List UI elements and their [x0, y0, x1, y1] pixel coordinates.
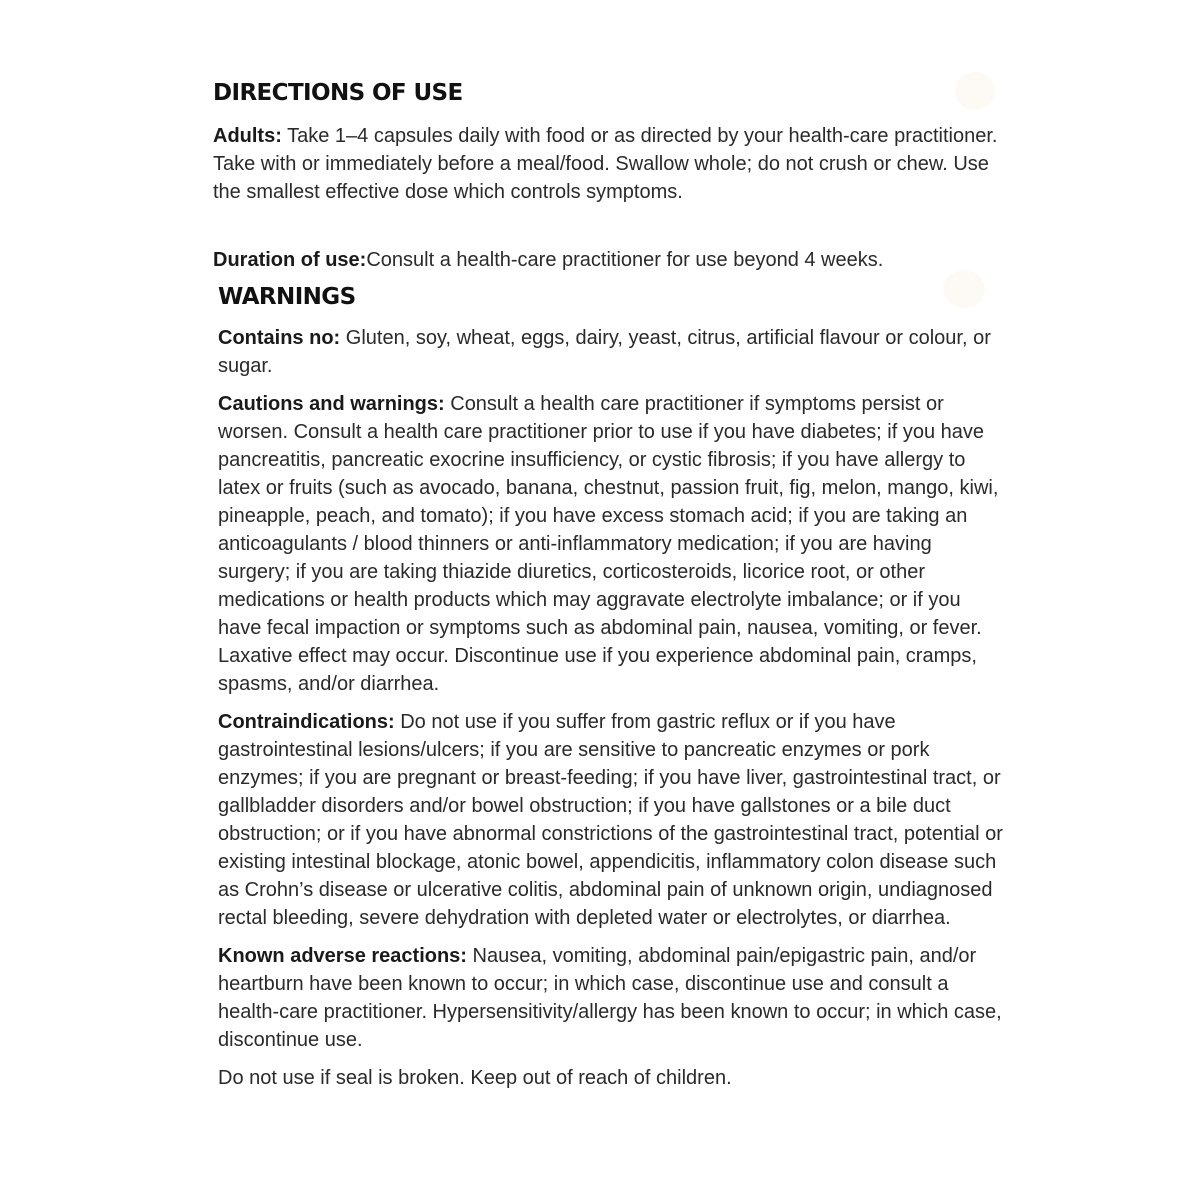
adverse-reactions-paragraph	[218, 942, 1008, 1054]
adverse-reactions-label: Known adverse reactions:	[218, 945, 467, 967]
contraindications-paragraph	[218, 708, 1008, 932]
contains-paragraph	[218, 324, 1008, 380]
duration-paragraph	[213, 246, 1013, 274]
duration-label: Duration of use:	[213, 249, 367, 271]
seal-warning: Do not use if seal is broken. Keep out of reach of children.	[218, 1067, 732, 1089]
warnings-heading: WARNINGS	[218, 284, 356, 310]
cautions-text: Consult a health care practitioner if symptoms persist or worsen. Consult a health care practitioner prior to use if you have diabetes; if you have pancreatitis, pancreatic exocrine insufficiency, or cystic fibrosis; if you have allergy to latex or fruits (such as avocado, banana, chestnut, passion fruit, fig, melon, mango, kiwi, pineapple, peach, and tomato); if you have excess stomach acid; if you are taking an anticoagulants / blood thinners or anti-inflammatory medication; if you are having surgery; if you are taking thiazide diuretics, corticosteroids, licorice root, or other medications or health products which may aggravate electrolyte imbalance; or if you have fecal impaction or symptoms such as abdominal pain, nausea, vomiting, or fever. Laxative effect may occur. Discontinue use if you experience abdominal pain, cramps, spasms, and/or diarrhea.	[218, 393, 999, 695]
cautions-label: Cautions and warnings:	[218, 393, 445, 415]
directions-heading: DIRECTIONS OF USE	[213, 80, 463, 106]
cautions-paragraph	[218, 390, 1008, 698]
contraindications-label: Contraindications:	[218, 711, 395, 733]
duration-text: Consult a health-care practitioner for use beyond 4 weeks.	[366, 249, 884, 271]
adverse-reactions-text: Nausea, vomiting, abdominal pain/epigastric pain, and/or heartburn have been known to occur; in which case, discontinue use and consult a health-care practitioner. Hypersensitivity/allergy has been known to occur; in which case, discontinue use.	[218, 945, 1002, 1051]
directions-section	[213, 76, 1013, 276]
adults-label: Adults:	[213, 125, 282, 147]
warnings-section	[218, 280, 1008, 1102]
contains-label: Contains no:	[218, 327, 341, 349]
contains-text: Gluten, soy, wheat, eggs, dairy, yeast, citrus, artificial flavour or colour, or sugar.	[218, 327, 991, 377]
adults-paragraph	[213, 122, 1013, 206]
adults-text: Take 1–4 capsules daily with food or as directed by your health-care practitioner. Take with or immediately before a meal/food. Swallow whole; do not crush or chew. Use the smallest effective dose which controls symptoms.	[213, 125, 998, 203]
contraindications-text: Do not use if you suffer from gastric reflux or if you have gastrointestinal lesions/ulcers; if you are sensitive to pancreatic enzymes or pork enzymes; if you are pregnant or breast-feeding; if you have liver, gastrointestinal tract, or gallbladder disorders and/or bowel obstruction; if you have gallstones or a bile duct obstruction; or if you have abnormal constrictions of the gastrointestinal tract, potential or existing intestinal blockage, atonic bowel, appendicitis, inflammatory colon disease such as Crohn’s disease or ulcerative colitis, abdominal pain of unknown origin, undiagnosed rectal bleeding, severe dehydration with depleted water or electrolytes, or diarrhea.	[218, 711, 1003, 929]
